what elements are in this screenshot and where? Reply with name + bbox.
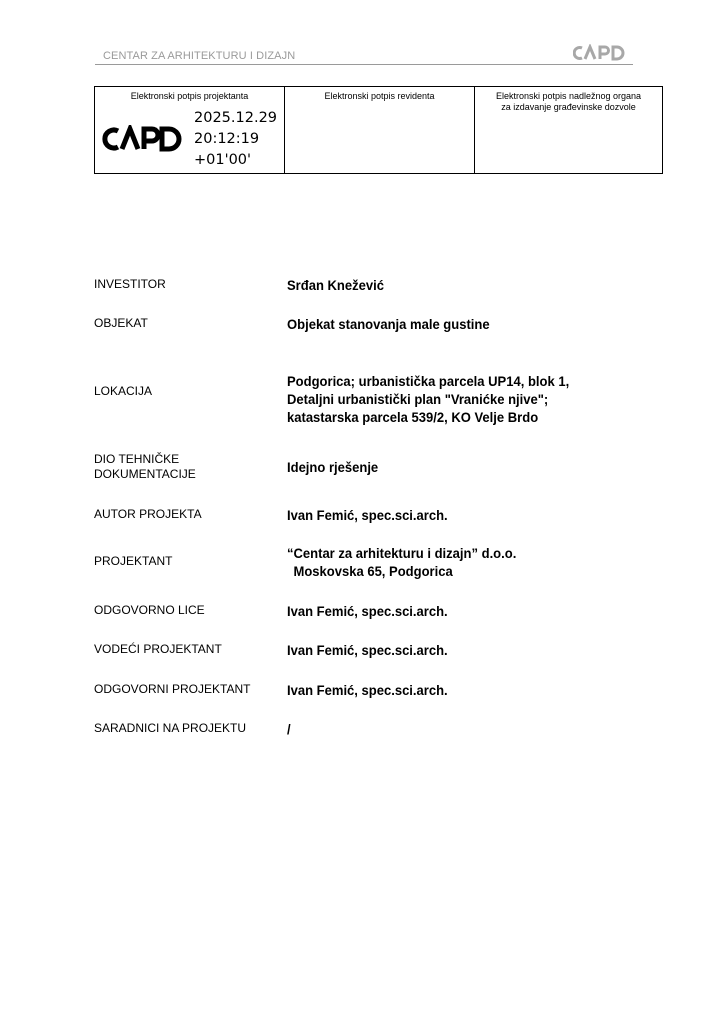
- authority-label-line2: za izdavanje građevinske dozvole: [501, 102, 636, 112]
- signature-date: 2025.12.29: [194, 110, 278, 126]
- field-value: Ivan Femić, spec.sci.arch.: [287, 642, 448, 658]
- field-label: [94, 452, 274, 482]
- header-title: CENTAR ZA ARHITEKTURU I DIZAJN: [103, 50, 296, 62]
- field-label: ODGOVORNO LICE: [94, 603, 205, 617]
- signature-timestamp: [194, 108, 277, 171]
- field-label: PROJEKTANT: [94, 554, 173, 568]
- signature-timezone: +01'00': [194, 152, 252, 168]
- field-value: [287, 372, 622, 426]
- field-label: INVESTITOR: [94, 277, 166, 291]
- page-header: [95, 44, 633, 65]
- field-value: Srđan Knežević: [287, 277, 384, 293]
- signature-time: 20:12:19: [194, 131, 260, 147]
- projektant-line-2: Moskovska 65, Podgorica: [293, 563, 453, 579]
- field-label: AUTOR PROJEKTA: [94, 507, 202, 521]
- designer-signature-cell: [95, 87, 284, 173]
- field-value: Objekat stanovanja male gustine: [287, 316, 490, 332]
- field-value: Ivan Femić, spec.sci.arch.: [287, 507, 448, 523]
- field-value: [287, 544, 622, 580]
- lokacija-line-2: Detaljni urbanistički plan "Vranićke njive";: [287, 391, 549, 407]
- signature-table: [94, 86, 663, 174]
- authority-signature-label: [475, 91, 662, 113]
- lokacija-line-1: Podgorica; urbanistička parcela UP14, blok 1,: [287, 373, 570, 389]
- dio-label-line1: DIO TEHNIČKE: [94, 452, 180, 466]
- field-value: /: [287, 721, 291, 737]
- field-label: OBJEKAT: [94, 316, 148, 330]
- designer-signature-label: Elektronski potpis projektanta: [130, 91, 249, 101]
- authority-signature-cell: [474, 87, 662, 173]
- reviewer-signature-label: Elektronski potpis revidenta: [324, 91, 435, 101]
- card-stamp-logo-icon: [101, 125, 187, 153]
- field-label: ODGOVORNI PROJEKTANT: [94, 682, 251, 696]
- field-value: Idejno rješenje: [287, 459, 379, 475]
- field-value: Ivan Femić, spec.sci.arch.: [287, 682, 448, 698]
- card-logo-icon: [573, 44, 629, 62]
- reviewer-signature-cell: [284, 87, 474, 173]
- dio-label-line2: DOKUMENTACIJE: [94, 467, 196, 481]
- authority-label-line1: Elektronski potpis nadležnog organa: [495, 91, 642, 101]
- field-value: Ivan Femić, spec.sci.arch.: [287, 603, 448, 619]
- field-label: SARADNICI NA PROJEKTU: [94, 721, 247, 735]
- projektant-line-1: “Centar za arhitekturu i dizajn” d.o.o.: [287, 545, 517, 561]
- field-label: VODEĆI PROJEKTANT: [94, 642, 222, 656]
- field-label: LOKACIJA: [94, 384, 153, 398]
- lokacija-line-3: katastarska parcela 539/2, KO Velje Brdo: [287, 409, 539, 425]
